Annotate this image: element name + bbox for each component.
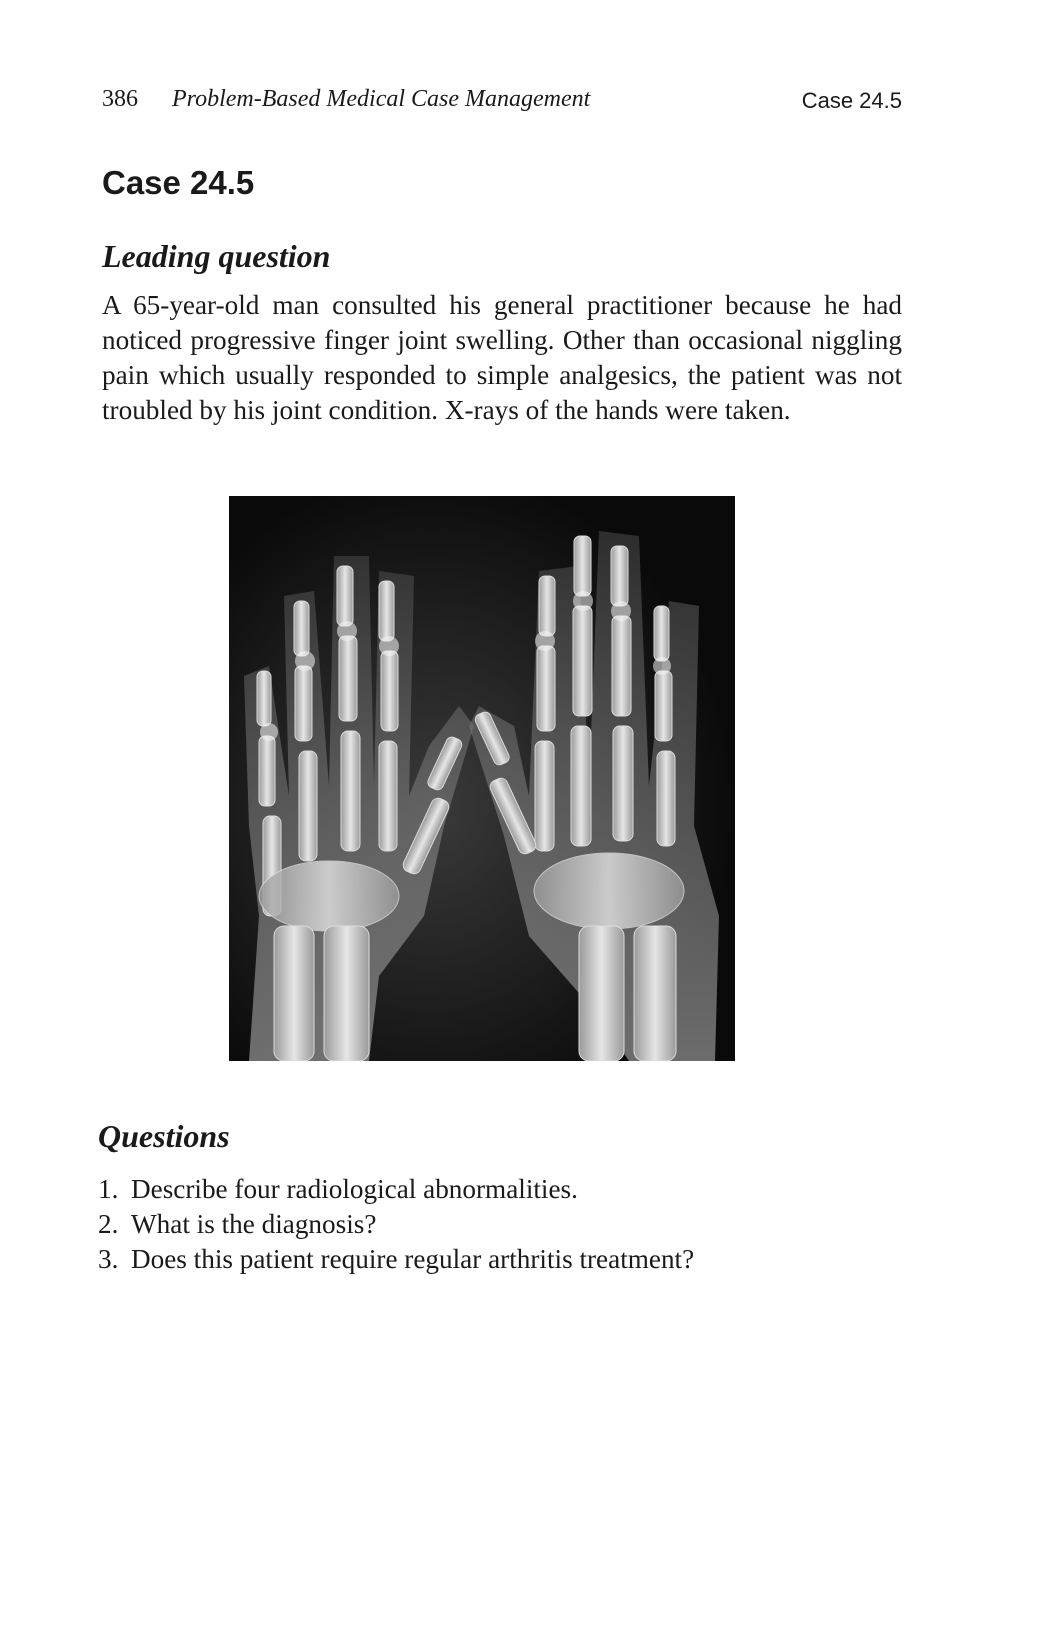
- running-case-label: Case 24.5: [801, 88, 902, 113]
- page-number: 386: [102, 86, 138, 112]
- question-item: [98, 1207, 694, 1242]
- hand-xray-image: [229, 496, 735, 1061]
- question-number: 2.: [98, 1209, 119, 1239]
- question-text: What is the diagnosis?: [131, 1209, 377, 1239]
- book-title: Problem-Based Medical Case Management: [172, 86, 591, 112]
- leading-question-text: A 65-year-old man consulted his general practitioner because he had noticed progressive finger joint swelling. Other than occasional niggling pain which usually responded to simple analgesics, the patient was not troubled by his joint condition. X-rays of the hands were taken.: [102, 290, 902, 425]
- question-item: [98, 1172, 694, 1207]
- leading-question-heading: Leading question: [102, 238, 331, 274]
- question-text: Does this patient require regular arthritis treatment?: [131, 1244, 695, 1274]
- questions-heading: Questions: [98, 1118, 230, 1154]
- questions-list: [98, 1172, 694, 1277]
- question-number: 1.: [98, 1174, 119, 1204]
- running-header: [102, 86, 902, 120]
- question-number: 3.: [98, 1244, 119, 1274]
- question-item: [98, 1242, 694, 1277]
- question-text: Describe four radiological abnormalities.: [131, 1174, 578, 1204]
- case-heading: Case 24.5: [102, 164, 255, 201]
